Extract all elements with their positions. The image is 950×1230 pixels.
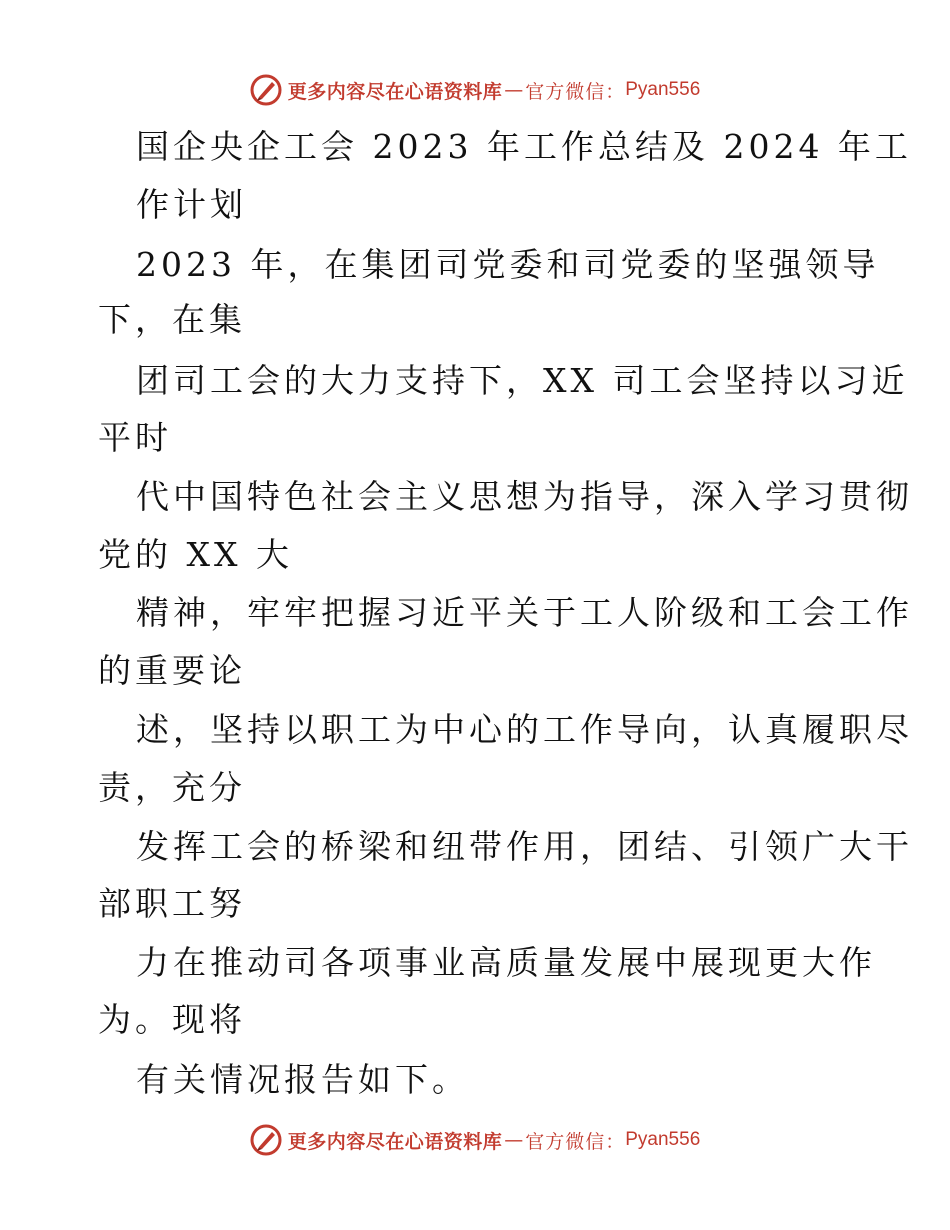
watermark-wechat-id: Pyan556 [625, 79, 701, 100]
paragraph-line: 代中国特色社会主义思想为指导，深入学习贯彻 [136, 477, 913, 516]
footer-watermark [0, 1120, 950, 1160]
paragraph-line: 党的 XX 大 [98, 535, 293, 574]
watermark-label: 官方微信： [525, 80, 626, 103]
watermark-site: 更多内容尽在心语资料库 [287, 1130, 503, 1153]
watermark-site: 更多内容尽在心语资料库 [287, 80, 503, 103]
document-title-line-2: 作计划 [136, 185, 247, 224]
paragraph-line: 部职工努 [98, 884, 246, 923]
paragraph-line: 的重要论 [98, 651, 246, 690]
paragraph-line: 精神，牢牢把握习近平关于工人阶级和工会工作 [136, 593, 913, 632]
paragraph-line: 责，充分 [98, 768, 246, 807]
quill-pen-logo-icon [250, 1124, 282, 1156]
watermark-dash: — [504, 79, 524, 101]
document-title-line-1: 国企央企工会 2023 年工作总结及 2024 年工 [136, 127, 912, 166]
paragraph-line: 2023 年，在集团司党委和司党委的坚强领导 [136, 245, 880, 284]
quill-pen-logo-icon [250, 74, 282, 106]
paragraph-line: 力在推动司各项事业高质量发展中展现更大作 [136, 943, 876, 982]
watermark-label: 官方微信： [525, 1130, 626, 1153]
paragraph-line: 有关情况报告如下。 [136, 1060, 469, 1099]
paragraph-line: 为。现将 [98, 1000, 246, 1039]
paragraph-line: 平时 [98, 418, 172, 457]
paragraph-line: 述，坚持以职工为中心的工作导向，认真履职尽 [136, 710, 913, 749]
paragraph-line: 下，在集 [98, 300, 246, 339]
paragraph-line: 发挥工会的桥梁和纽带作用，团结、引领广大干 [136, 827, 913, 866]
header-watermark [0, 70, 950, 110]
watermark-wechat-id: Pyan556 [625, 1129, 701, 1150]
paragraph-line: 团司工会的大力支持下，XX 司工会坚持以习近 [136, 361, 909, 400]
watermark-dash: — [504, 1129, 524, 1151]
